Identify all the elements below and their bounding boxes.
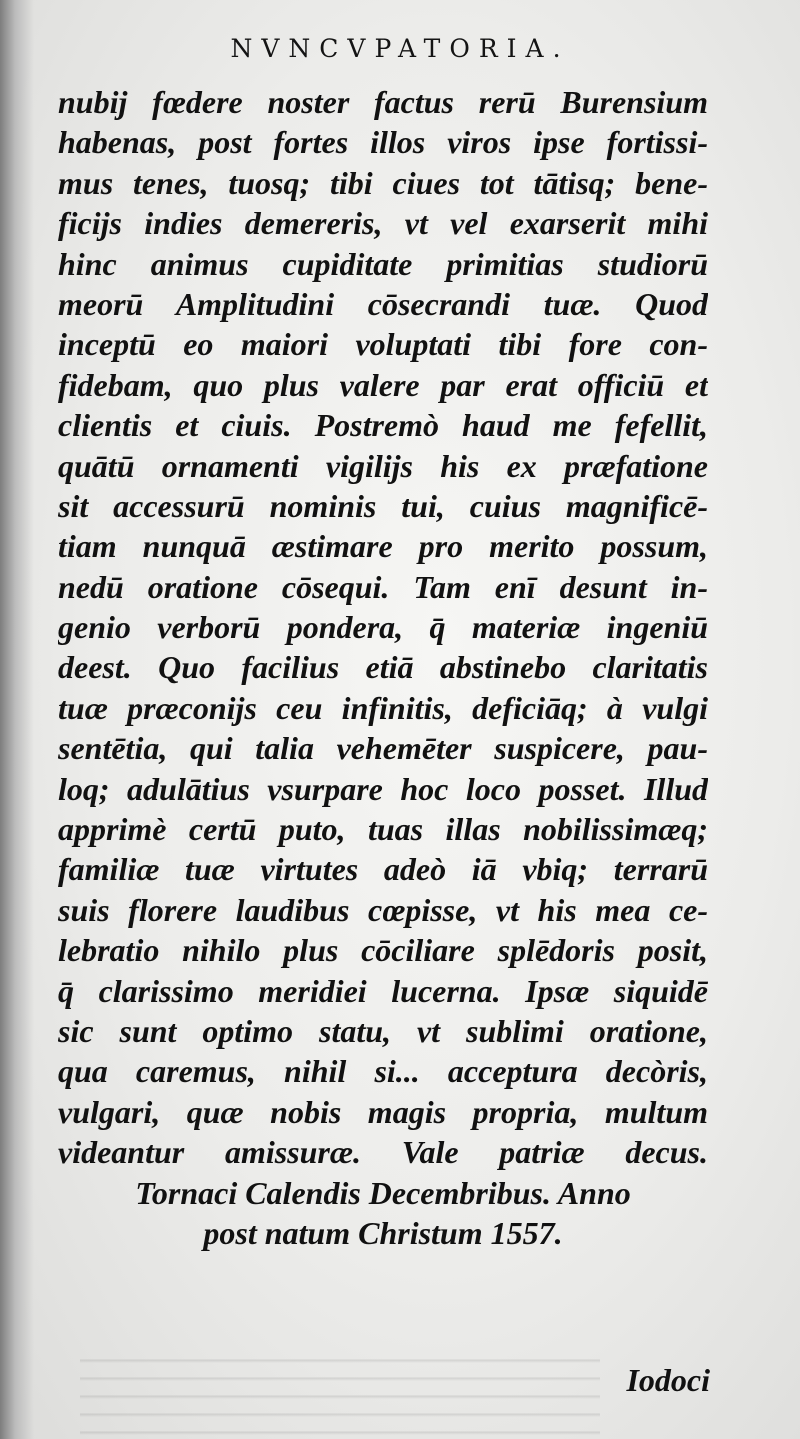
text-line: nubij fœdere noster factus rerū Burensium	[58, 84, 708, 120]
text-line: habenas, post fortes illos viros ipse fortissi-	[58, 124, 708, 161]
text-line: hinc animus cupiditate primitias studiorū	[58, 245, 708, 282]
text-line: inceptū eo maiori voluptati tibi fore con-	[58, 326, 708, 363]
text-line: q̄ clarissimo meridiei lucerna. Ipsæ siquidē	[58, 972, 708, 1009]
body-text	[58, 82, 708, 1253]
text-line: lebratio nihilo plus cōciliare splēdoris posit,	[58, 932, 708, 969]
text-line: vulgari, quæ nobis magis propria, multum	[58, 1093, 708, 1130]
text-line: genio verborū pondera, q̄ materiæ ingeniū	[58, 609, 708, 646]
text-line: mus tenes, tuosq; tibi ciues tot tātisq; bene-	[58, 164, 708, 201]
show-through-bleed	[80, 1345, 600, 1435]
text-line: quātū ornamenti vigilijs his ex præfatione	[58, 447, 708, 484]
text-line: videantur amissuræ. Vale patriæ decus.	[58, 1134, 708, 1171]
running-head: NVNCVPATORIA.	[230, 34, 570, 63]
text-line: meorū Amplitudini cōsecrandi tuæ. Quod	[58, 285, 708, 322]
text-line: nedū oratione cōsequi. Tam enī desunt in-	[58, 568, 708, 605]
catchword: Iodoci	[626, 1362, 710, 1398]
gutter-shadow	[0, 0, 34, 1439]
text-line: deest. Quo facilius etiā abstinebo claritatis	[58, 649, 708, 686]
text-line: tuæ præconijs ceu infinitis, deficiāq; à vulgi	[58, 689, 708, 726]
dateline-year: post natum Christum 1557.	[203, 1214, 563, 1251]
text-line: suis florere laudibus cœpisse, vt his mea ce-	[58, 891, 708, 928]
text-line: familiæ tuæ virtutes adeò iā vbiq; terrarū	[58, 851, 708, 888]
text-line: sentētia, qui talia vehemēter suspicere, pau-	[58, 730, 708, 767]
text-line: apprimè certū puto, tuas illas nobilissimæq;	[58, 811, 708, 848]
text-line: qua caremus, nihil si... acceptura decòris,	[58, 1053, 708, 1090]
dateline: Tornaci Calendis Decembribus. Anno	[135, 1174, 631, 1211]
text-line: sic sunt optimo statu, vt sublimi oratione,	[58, 1012, 708, 1049]
text-line: tiam nunquā æstimare pro merito possum,	[58, 528, 708, 565]
text-line: fidebam, quo plus valere par erat officiū et	[58, 366, 708, 403]
text-line: loq; adulātius vsurpare hoc loco posset. Illud	[58, 770, 708, 807]
text-line: ficijs indies demereris, vt vel exarserit mihi	[58, 205, 708, 242]
text-line: clientis et ciuis. Postremò haud me fefellit,	[58, 407, 708, 444]
text-line: sit accessurū nominis tui, cuius magnificē-	[58, 487, 708, 524]
